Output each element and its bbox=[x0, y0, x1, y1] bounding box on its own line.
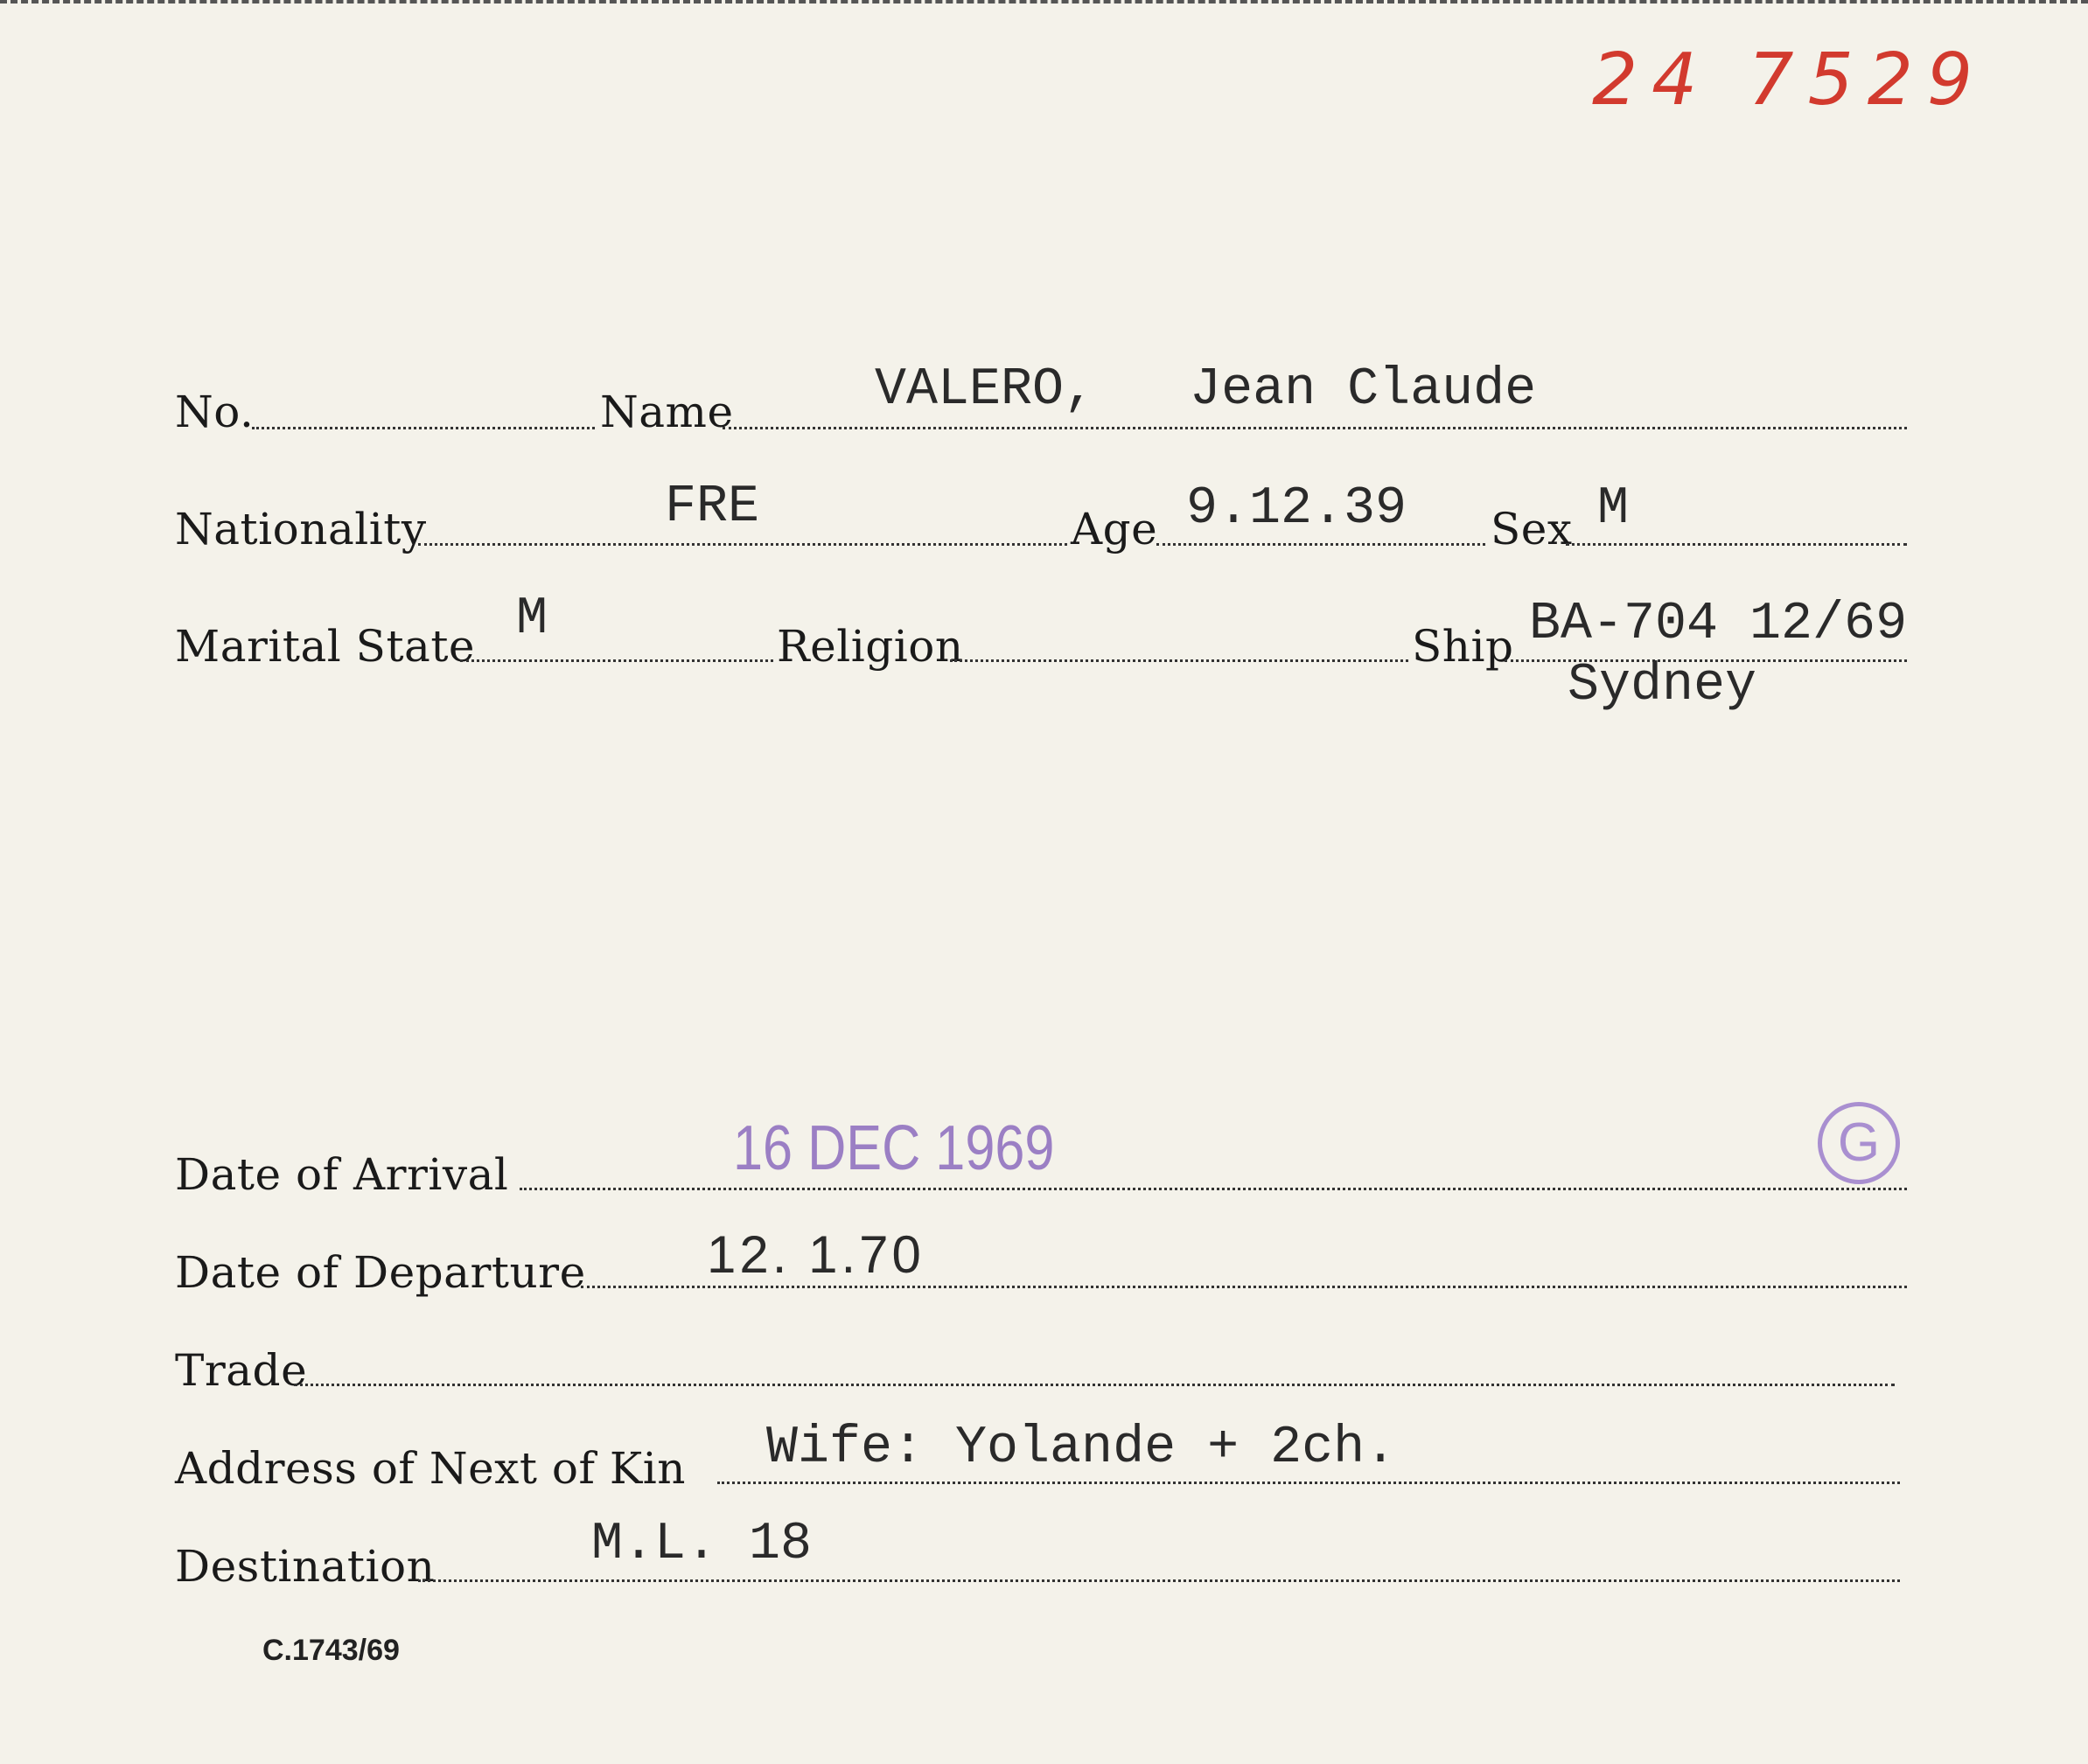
label-destination: Destination bbox=[175, 1541, 436, 1592]
date-of-arrival-line bbox=[520, 1188, 1907, 1190]
date-of-departure-line bbox=[581, 1286, 1907, 1288]
value-nationality: FRE bbox=[665, 478, 760, 537]
value-sex: M bbox=[1597, 479, 1630, 539]
label-address-next-of-kin: Address of Next of Kin bbox=[175, 1443, 686, 1494]
sex-line bbox=[1566, 543, 1907, 546]
address-next-of-kin-line bbox=[717, 1482, 1900, 1484]
label-trade: Trade bbox=[175, 1345, 308, 1396]
marital-state-line bbox=[460, 659, 773, 662]
label-name: Name bbox=[600, 387, 734, 437]
value-age: 9.12.39 bbox=[1186, 479, 1407, 539]
label-religion: Religion bbox=[777, 621, 964, 672]
label-date-of-departure: Date of Departure bbox=[175, 1247, 586, 1298]
value-date-of-departure: 12. 1.70 bbox=[707, 1225, 925, 1284]
religion-line bbox=[950, 659, 1408, 662]
form-code: C.1743/69 bbox=[262, 1634, 400, 1667]
name-line bbox=[723, 427, 1907, 429]
label-marital-state: Marital State bbox=[175, 621, 476, 672]
label-date-of-arrival: Date of Arrival bbox=[175, 1149, 509, 1200]
value-ship-line2: Sydney bbox=[1568, 656, 1757, 715]
value-address-next-of-kin: Wife: Yolande + 2ch. bbox=[766, 1419, 1397, 1478]
trade-line bbox=[294, 1384, 1895, 1386]
age-line bbox=[1156, 543, 1485, 546]
arrival-date-stamp: 16 DEC 1969 bbox=[733, 1113, 1055, 1183]
label-ship: Ship bbox=[1412, 621, 1514, 672]
no-line bbox=[252, 427, 595, 429]
value-destination: M.L. 18 bbox=[591, 1515, 813, 1574]
reference-number: 24 7529 bbox=[1592, 38, 1987, 122]
label-no: No. bbox=[175, 387, 255, 437]
destination-line bbox=[418, 1579, 1900, 1582]
nationality-line bbox=[418, 543, 1067, 546]
g-stamp: G bbox=[1818, 1102, 1900, 1184]
value-name: VALERO, Jean Claude bbox=[875, 360, 1537, 420]
label-sex: Sex bbox=[1491, 504, 1573, 554]
value-ship-line1: BA-704 12/69 bbox=[1529, 595, 1908, 654]
value-marital-state: M bbox=[516, 589, 548, 649]
label-age: Age bbox=[1071, 504, 1158, 554]
label-nationality: Nationality bbox=[175, 504, 427, 554]
